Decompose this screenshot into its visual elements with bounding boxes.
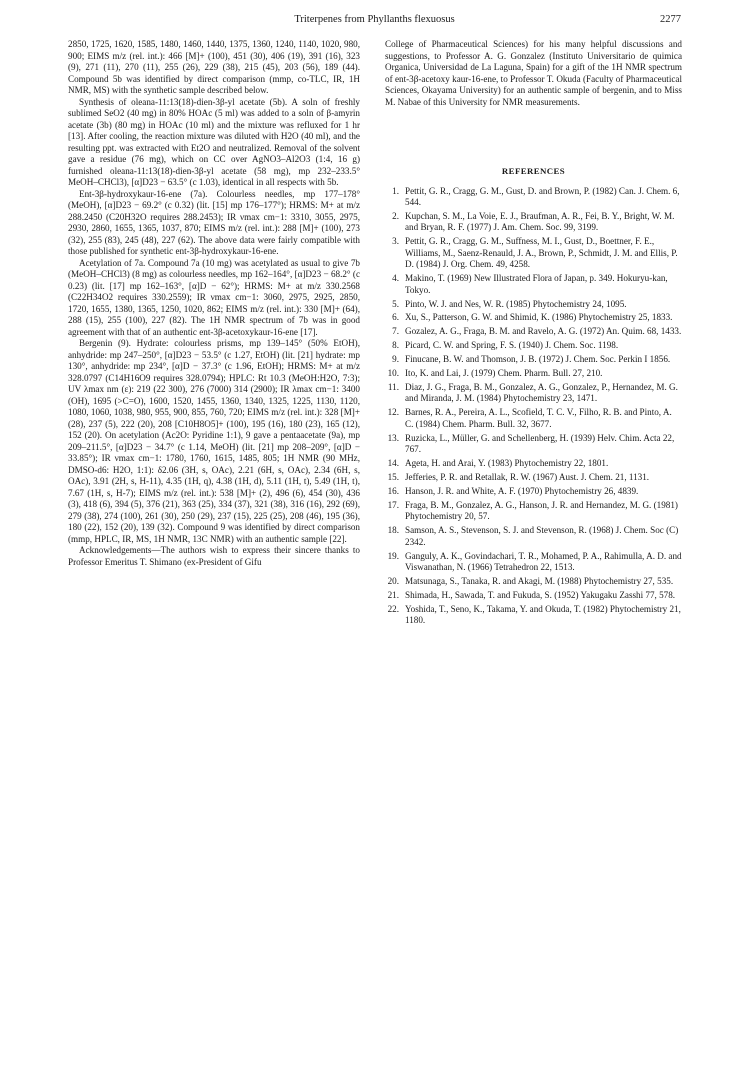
body-paragraph: Acetylation of 7a. Compound 7a (10 mg) was acetylated as usual to give 7b (MeOH–CHCl3) (8 mg) as colourless needles, mp 162–164°, [α]D23 − 68.2° (c 0.23) (lit. [17] mp 162–163°, [α]D − 62°); HRMS: M+ at m/z 330.2568 (C22H34O2 requires 330.2559); IR νmax cm−1: 3060, 2975, 2925, 2850, 1720, 1655, 1380, 1365, 1250, 1020, 862; EIMS m/z (rel. int.): 330 [M]+ (64), 288 (15), 255 (100), 227 (82). The 1H NMR spectrum of 7b was in good agreement with that of an authentic ent-3β-acetoxykaur-16-ene [17].	[68, 257, 360, 337]
reference-text: Pinto, W. J. and Nes, W. R. (1985) Phytochemistry 24, 1095.	[405, 298, 627, 309]
reference-number: 15.	[387, 471, 399, 482]
reference-item	[385, 590, 682, 602]
reference-text: Makino, T. (1969) New Illustrated Flora of Japan, p. 349. Hokuryu-kan, Tokyo.	[405, 273, 668, 295]
body-paragraph: Bergenin (9). Hydrate: colourless prisms, mp 139–145° (50% EtOH), anhydride: mp 247–250°, [α]D23 − 53.5° (c 1.27, EtOH) (lit. [21] hydrate: mp 130°, anhydride: mp 234°, [α]D − 37.3° (c 1.96, EtOH); HRMS: M+ at m/z 328.0797 (C14H16O9 requires 328.0794); HPLC: Rt 10.3 (MeOH:H2O, 7:3); UV λmax nm (ε): 219 (22 300), 276 (7000) 314 (2900); IR λmax cm−1: 3400 (OH), 1695 (>C=O), 1600, 1520, 1455, 1360, 1340, 1325, 1225, 1130, 1120, 1080, 1060, 1038, 980, 955, 900, 855, 760, 720; EIMS m/z (rel. int.): 328 [M]+ (28), 237 (5), 222 (20), 208 [C10H8O5]+ (100), 195 (16), 180 (23), 165 (12), 152 (20). On acetylation (Ac2O: Pyridine 1:1), 9 gave a pentaacetate (9a), mp 209–211.5°, [α]D23 − 34.7° (c 1.14, MeOH) (lit. [21] mp 208–209°, [α]D − 33.85°); IR νmax cm−1: 1780, 1760, 1615, 1485, 805; 1H NMR (90 MHz, DMSO-d6: H2O, 1:1): δ2.06 (3H, s, OAc), 2.21 (6H, s, OAc), 2.34 (6H, s, OAc), 3.91 (2H, s, H-11), 4.35 (1H, q), 4.38 (1H, d), 5.11 (1H, t), 5.49 (1H, t), 7.67 (1H, s, H-7); EIMS m/z (rel. int.): 538 [M]+ (2), 496 (6), 454 (30), 436 (3), 418 (6), 394 (5), 376 (21), 363 (25), 334 (37), 321 (38), 316 (16), 292 (69), 279 (38), 274 (100), 261 (30), 250 (29), 237 (15), 225 (25), 208 (46), 195 (36), 180 (22), 152 (20), 139 (32). Compound 9 was identified by direct comparison (mmp, HPLC, IR, MS, 1H NMR, 13C NMR) with an authentic sample [22].	[68, 338, 360, 544]
reference-number: 3.	[392, 236, 399, 247]
reference-item	[385, 604, 682, 627]
reference-text: Ganguly, A. K., Govindachari, T. R., Mohamed, P. A., Rahimulla, A. D. and Viswanathan, N. (1966) Tetrahedron 22, 1513.	[405, 550, 682, 573]
page-number: 2277	[660, 14, 681, 25]
reference-number: 11.	[387, 381, 399, 392]
reference-text: Hanson, J. R. and White, A. F. (1970) Phytochemistry 26, 4839.	[405, 485, 639, 496]
reference-item	[385, 500, 682, 523]
reference-text: Diaz, J. G., Fraga, B. M., Gonzalez, A. G., Gonzalez, P., Hernandez, M. G. and Miranda, J. M. (1984) Phytochemistry 23, 1471.	[405, 381, 678, 404]
reference-text: Gozalez, A. G., Fraga, B. M. and Ravelo, A. G. (1972) An. Quim. 68, 1433.	[405, 326, 682, 337]
reference-text: Yoshida, T., Seno, K., Takama, Y. and Okuda, T. (1982) Phytochemistry 21, 1180.	[405, 603, 681, 626]
reference-number: 22.	[387, 603, 399, 614]
right-column	[385, 39, 682, 629]
left-column	[68, 39, 360, 568]
reference-item	[385, 458, 682, 470]
reference-number: 8.	[392, 340, 399, 351]
reference-item	[385, 472, 682, 484]
reference-text: Ruzicka, L., Müller, G. and Schellenberg, H. (1939) Helv. Chim. Acta 22, 767.	[405, 432, 675, 455]
reference-text: Samson, A. S., Stevenson, S. J. and Stevenson, R. (1968) J. Chem. Soc (C) 2342.	[405, 525, 679, 547]
reference-number: 16.	[387, 485, 399, 496]
reference-text: Kupchan, S. M., La Voie, E. J., Braufman, A. R., Fei, B. Y., Bright, W. M. and Bryan, R. F. (1977) J. Am. Chem. Soc. 99, 3199.	[405, 210, 675, 233]
reference-item	[385, 211, 682, 234]
reference-text: Ito, K. and Lai, J. (1979) Chem. Pharm. Bull. 27, 210.	[405, 368, 603, 379]
body-paragraph: Acknowledgements—The authors wish to express their sincere thanks to Professor Emeritus T. Shimano (ex-President of Gifu	[68, 545, 360, 567]
reference-number: 4.	[392, 273, 399, 284]
reference-number: 19.	[387, 550, 399, 561]
references-list	[385, 186, 682, 627]
reference-number: 12.	[387, 407, 399, 418]
reference-item	[385, 186, 682, 209]
reference-item	[385, 576, 682, 588]
reference-number: 20.	[387, 575, 399, 586]
reference-number: 14.	[387, 458, 399, 469]
reference-item	[385, 525, 682, 548]
reference-item	[385, 368, 682, 380]
reference-text: Pettit, G. R., Cragg, G. M., Suffness, M. I., Gust, D., Boettner, F. E., Williams, M., Saenz-Renauld, J. A., Brown, P., Schmidt, J. M. and Ellis, P. D. (1984) J. Org. Chem. 49, 4258.	[405, 236, 678, 270]
reference-number: 1.	[392, 185, 399, 196]
acknowledgements-continued: College of Pharmaceutical Sciences) for his many helpful discussions and suggestions, to Professor A. G. Gonzalez (Instituto Universitario de quimica Organica, Universidad de La Laguna, Spain) for a gift of the 1H NMR spectrum of ent-3β-acetoxy kaur-16-ene, to Professor T. Okuda (Faculty of Pharmaceutical Sciences, Okayama University) for an authentic sample of bergenin, and to Miss M. Nabae of this University for NMR measurements.	[385, 39, 682, 107]
reference-text: Pettit, G. R., Cragg, G. M., Gust, D. and Brown, P. (1982) Can. J. Chem. 6, 544.	[405, 185, 680, 207]
reference-text: Jefferies, P. R. and Retallak, R. W. (1967) Aust. J. Chem. 21, 1131.	[405, 471, 650, 482]
reference-item	[385, 354, 682, 366]
reference-number: 2.	[392, 210, 399, 221]
body-paragraph: Synthesis of oleana-11:13(18)-dien-3β-yl acetate (5b). A soln of freshly sublimed SeO2 (40 mg) in 80% HOAc (5 ml) was added to a soln of β-amyrin acetate (3b) (80 mg) in HOAc (10 ml) and the mixture was refluxed for 1 hr [13]. After cooling, the reaction mixture was diluted with H2O (40 ml), and the resulting ppt. was extracted with Et2O and neutralized. Removal of the solvent gave a residue (76 mg), which on CC over AgNO3–Al2O3 (1:4, 16 g) furnished oleana-11:13(18)-dien-3β-yl acetate (58 mg), mp 232–233.5° MeOH–CHCl3), [α]D23 − 63.5° (c 1.03), identical in all respects with 5b.	[68, 96, 360, 187]
reference-item	[385, 433, 682, 456]
reference-text: Barnes, R. A., Pereira, A. L., Scofield, T. C. V., Filho, R. B. and Pinto, A. C. (1984) Chem. Pharm. Bull. 32, 3677.	[405, 407, 672, 429]
reference-item	[385, 551, 682, 574]
reference-item	[385, 312, 682, 324]
reference-item	[385, 299, 682, 311]
reference-number: 7.	[392, 326, 399, 337]
reference-number: 6.	[392, 312, 399, 323]
reference-item	[385, 486, 682, 498]
reference-text: Fraga, B. M., Gonzalez, A. G., Hanson, J. R. and Hernandez, M. G. (1981) Phytochemistry 20, 57.	[405, 499, 678, 522]
reference-text: Shimada, H., Sawada, T. and Fukuda, S. (1952) Yakugaku Zasshi 77, 578.	[405, 589, 676, 600]
running-head	[68, 14, 681, 30]
reference-item	[385, 340, 682, 352]
reference-text: Finucane, B. W. and Thomson, J. B. (1972) J. Chem. Soc. Perkin I 1856.	[405, 354, 671, 365]
reference-number: 9.	[392, 354, 399, 365]
reference-number: 10.	[387, 368, 399, 379]
reference-number: 21.	[387, 589, 399, 600]
reference-number: 17.	[387, 499, 399, 510]
reference-item	[385, 236, 682, 271]
reference-item	[385, 407, 682, 430]
reference-text: Xu, S., Patterson, G. W. and Shimid, K. (1986) Phytochemistry 25, 1833.	[405, 312, 673, 323]
reference-item	[385, 273, 682, 296]
body-paragraph: 2850, 1725, 1620, 1585, 1480, 1460, 1440, 1375, 1360, 1240, 1140, 1020, 980, 900; EIMS m/z (rel. int.): 466 [M]+ (100), 451 (30), 406 (19), 391 (16), 323 (9), 271 (11), 270 (11), 255 (26), 229 (38), 215 (45), 203 (56), 189 (44). Compound 5b was identified by direct comparison (mmp, co-TLC, IR, 1H NMR, MS) with the synthetic sample described below.	[68, 39, 360, 95]
reference-text: Ageta, H. and Arai, Y. (1983) Phytochemistry 22, 1801.	[405, 458, 609, 469]
reference-number: 13.	[387, 432, 399, 443]
reference-item	[385, 382, 682, 405]
reference-text: Picard, C. W. and Spring, F. S. (1940) J. Chem. Soc. 1198.	[405, 340, 619, 351]
references-heading: REFERENCES	[501, 166, 566, 176]
body-paragraph: Ent-3β-hydroxykaur-16-ene (7a). Colourless needles, mp 177–178° (MeOH), [α]D23 − 69.2° (c 0.32) (lit. [15] mp 176–177°); HRMS: M+ at m/z 288.2450 (C20H32O requires 288.2453); IR νmax cm−1: 3310, 3055, 2975, 2930, 2860, 1655, 1365, 1037, 870; EIMS m/z (rel. int.): 288 [M]+ (100), 273 (32), 255 (83), 245 (48), 227 (62). The above data were fairly compatible with those published for synthetic ent-3β-hydroxykaur-16-ene.	[68, 188, 360, 256]
reference-number: 5.	[392, 298, 399, 309]
running-title: Triterpenes from Phyllanths flexuosus	[294, 14, 455, 25]
reference-text: Matsunaga, S., Tanaka, R. and Akagi, M. (1988) Phytochemistry 27, 535.	[405, 575, 674, 586]
reference-item	[385, 326, 682, 338]
reference-number: 18.	[387, 525, 399, 536]
